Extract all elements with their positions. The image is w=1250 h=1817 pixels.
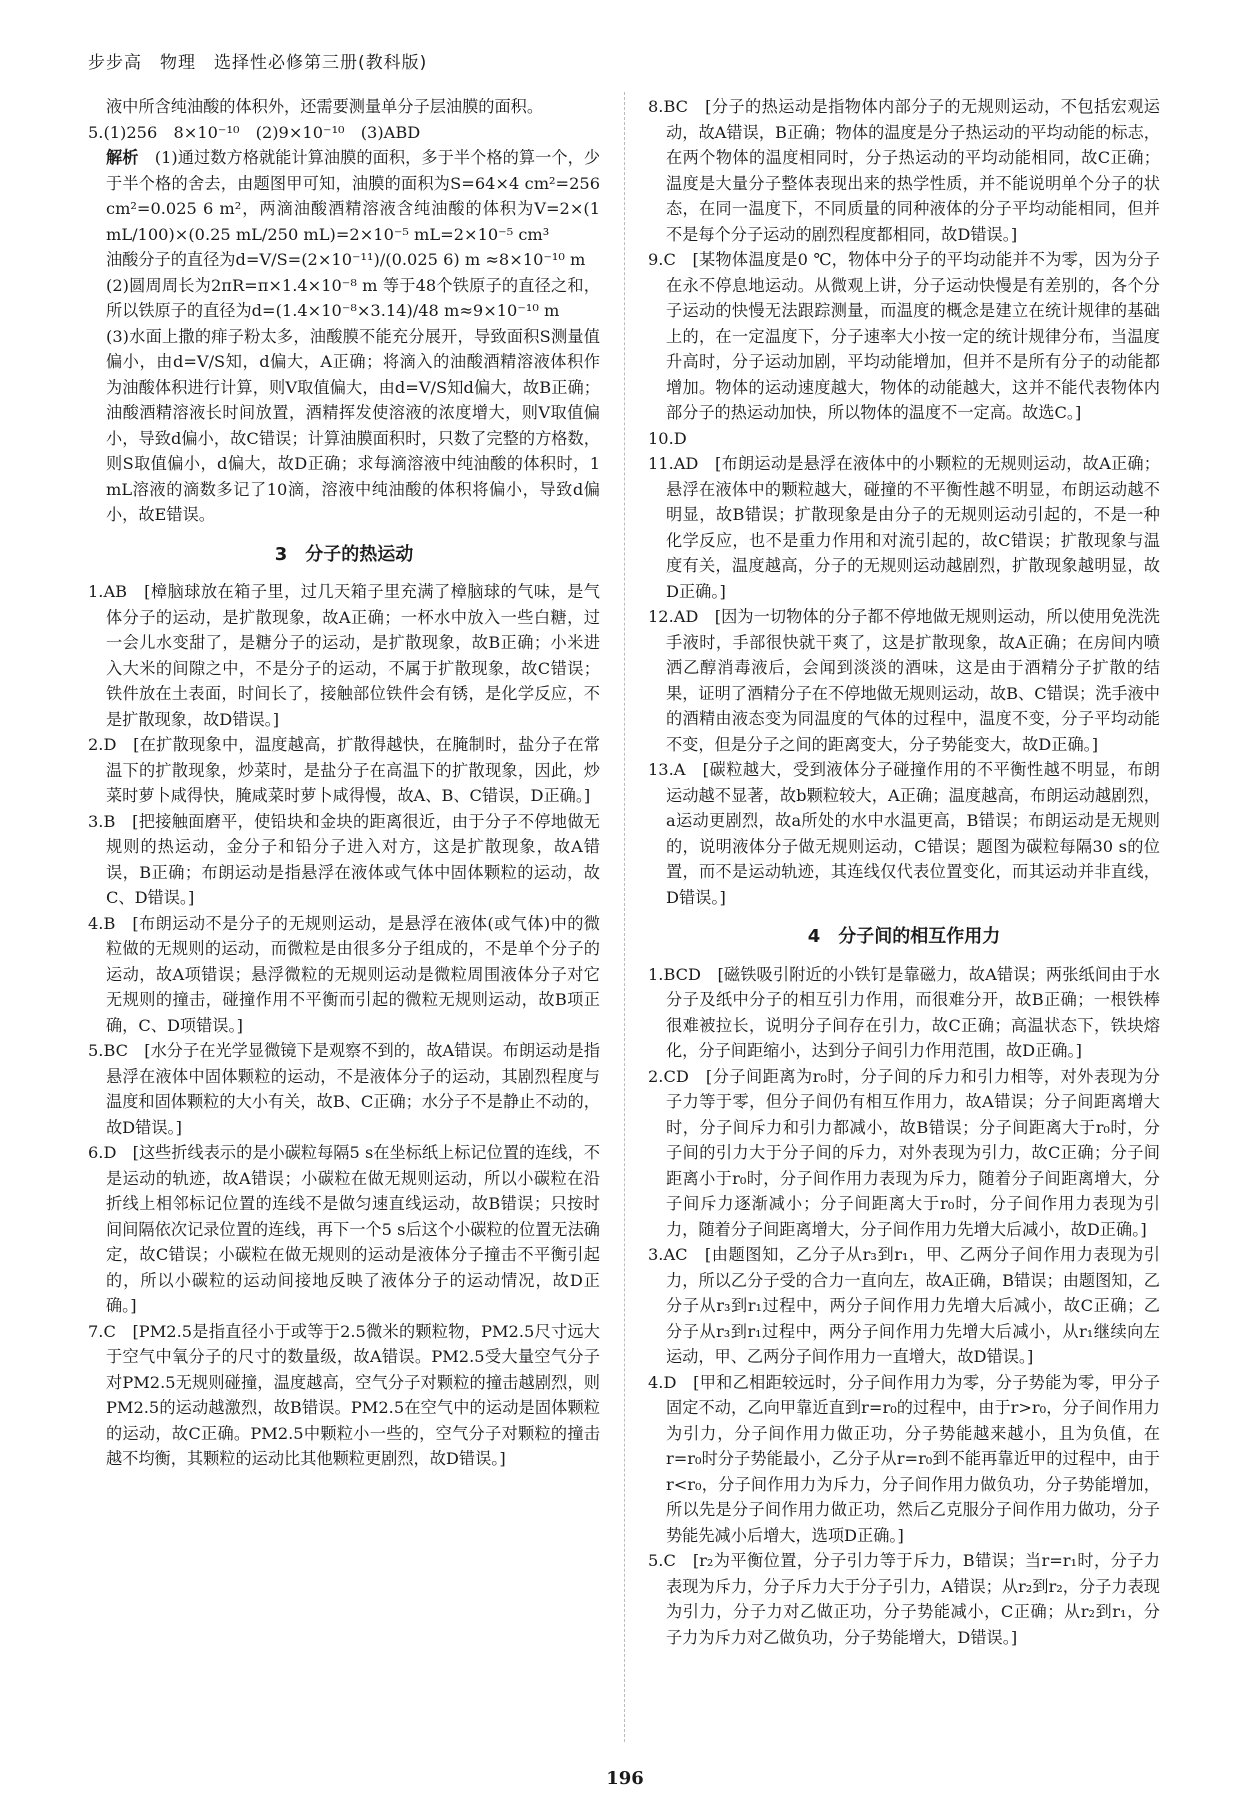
- s3-answer-10: 10.D: [648, 428, 687, 448]
- section-title-4: 4 分子间的相互作用力: [807, 926, 1001, 947]
- s3-answer-5: 5.BC [水分子在光学显微镜下是观察不到的，故A错误。布朗运动是指悬浮在液体中固体颗粒的运动，不是液体分子的运动，其剧烈程度与温度和固体颗粒的大小有关，故B、C正确；水分子不是静止不动的，故D错误。]: [88, 1041, 600, 1137]
- s3-answer-11: 11.AD [布朗运动是悬浮在液体中的小颗粒的无规则运动，故A正确；悬浮在液体中的颗粒越大，碰撞的不平衡性越不明显，布朗运动越不明显，故B错误；扩散现象是由分子的无规则运动引起的，不是一种化学反应，也不是重力作用和对流引起的，故C错误；扩散现象与温度有关，温度越高，分子的无规则运动越剧烈，扩散现象越明显，故D正确。]: [648, 454, 1160, 601]
- s4-answer-3: 3.AC [由题图知，乙分子从r₃到r₁，甲、乙两分子间作用力表现为引力，所以乙分子受的合力一直向左，故A正确，B错误；由题图知，乙分子从r₃到r₁过程中，两分子间作用力先增大后减小，故C正确；乙分子从r₃到r₁过程中，两分子间作用力先增大后减小，从r₁继续向左运动，甲、乙两分子间作用力一直增大，故D错误。]: [648, 1245, 1160, 1366]
- answer-5-heading: 5.(1)256 8×10⁻¹⁰ (2)9×10⁻¹⁰ (3)ABD: [88, 122, 421, 142]
- answer-5-explanation-a: [88, 145, 600, 247]
- page-number: 196: [606, 1768, 644, 1789]
- answer-5-text-a: (1)通过数方格就能计算油膜的面积，多于半个格的算一个，少于半个格的舍去，由题图甲可知，油膜的面积为S=64×4 cm²=256 cm²=0.025 6 m²，两滴油酸酒精溶液含纯油酸的体积为V=2×(1 mL/100)×(0.25 mL/250 mL)=2×10⁻⁵ mL=2×10⁻⁵ cm³: [106, 148, 601, 244]
- right-column: [648, 94, 1160, 1650]
- s4-answer-1: 1.BCD [磁铁吸引附近的小铁钉是靠磁力，故A错误；两张纸间由于水分子及纸中分子的相互引力作用，而很难分开，故B正确；一根铁棒很难被拉长，说明分子间存在引力，故C正确；高温状态下，铁块熔化，分子间距缩小，达到分子间引力作用范围，故D正确。]: [648, 964, 1160, 1060]
- s3-answer-2: 2.D [在扩散现象中，温度越高，扩散得越快，在腌制时，盐分子在常温下的扩散现象，炒菜时，是盐分子在高温下的扩散现象，因此，炒菜时萝卜咸得快，腌咸菜时萝卜咸得慢，故A、B、C错误，D正确。]: [88, 735, 600, 805]
- left-column: [88, 94, 600, 1472]
- s3-answer-1: 1.AB [樟脑球放在箱子里，过几天箱子里充满了樟脑球的气味，是气体分子的运动，是扩散现象，故A正确；一杯水中放入一些白糖，过一会儿水变甜了，是糖分子的运动，是扩散现象，故B正确；小米进入大米的间隙之中，不是分子的运动，不属于扩散现象，故C错误；铁件放在土表面，时间长了，接触部位铁件会有锈，是化学反应，不是扩散现象，故D错误。]: [88, 582, 600, 729]
- s4-answer-5: 5.C [r₂为平衡位置，分子引力等于斥力，B错误；当r=r₁时，分子力表现为斥力，分子斥力大于分子引力，A错误；从r₂到r₂，分子力表现为引力，分子力对乙做正功，分子势能减小，C正确；从r₂到r₁，分子力为斥力对乙做负功，分子势能增大，D错误。]: [648, 1551, 1160, 1647]
- s4-answer-4: 4.D [甲和乙相距较远时，分子间作用力为零，分子势能为零，甲分子固定不动，乙向甲靠近直到r=r₀的过程中，由于r>r₀，分子间作用力为引力，分子间作用力做正功，分子势能越来越小，且为负值，在r=r₀时分子势能最小，乙分子从r=r₀到不能再靠近甲的过程中，由于r<r₀，分子间作用力为斥力，分子间作用力做负功，分子势能增加，所以先是分子间作用力做正功，然后乙克服分子间作用力做功，分子势能先减小后增大，选项D正确。]: [648, 1372, 1160, 1545]
- answer-5-explanation-d: (3)水面上撒的痱子粉太多，油酸膜不能充分展开，导致面积S测量值偏小，由d=V/S知，d偏大，A正确；将滴入的油酸酒精溶液体积作为油酸体积进行计算，则V取值偏大，由d=V/S知d偏大，故B正确；油酸酒精溶液长时间放置，酒精挥发使溶液的浓度增大，则V取值偏小，导致d偏小，故C错误；计算油膜面积时，只数了完整的方格数，则S取值偏小，d偏大，故D正确；求每滴溶液中纯油酸的体积时，1 mL溶液的滴数多记了10滴，溶液中纯油酸的体积将偏小，导致d偏小，故E错误。: [106, 326, 600, 524]
- s4-answer-2: 2.CD [分子间距离为r₀时，分子间的斥力和引力相等，对外表现为分子力等于零，但分子间仍有相互作用力，故A错误；分子间距离增大时，分子间斥力和引力都减小，故B错误；分子间距离大于r₀时，分子间的引力大于分子间的斥力，对外表现为引力，故C正确；分子间距离小于r₀时，分子间作用力表现为斥力，随着分子间距离增大，分子间斥力逐渐减小；分子间距离大于r₀时，分子间作用力表现为引力，随着分子间距离增大，分子间作用力先增大后减小，故D正确。]: [648, 1066, 1160, 1239]
- s3-answer-8: 8.BC [分子的热运动是指物体内部分子的无规则运动，不包括宏观运动，故A错误，B正确；物体的温度是分子热运动的平均动能的标志，在两个物体的温度相同时，分子热运动的平均动能相同，故C正确；温度是大量分子整体表现出来的热学性质，并不能说明单个分子的状态，在同一温度下，不同质量的同种液体的分子平均动能相同，但并不是每个分子运动的剧烈程度都相同，故D错误。]: [648, 97, 1160, 244]
- s3-answer-12: 12.AD [因为一切物体的分子都不停地做无规则运动，所以使用免洗洗手液时，手部很快就干爽了，这是扩散现象，故A正确；在房间内喷洒乙醇消毒液后，会闻到淡淡的酒味，这是由于酒精分子扩散的结果，证明了酒精分子在不停地做无规则运动，故B、C错误；洗手液中的酒精由液态变为同温度的气体的过程中，温度不变，分子平均动能不变，但是分子之间的距离变大，分子势能变大，故D正确。]: [648, 607, 1160, 754]
- s3-answer-6: 6.D [这些折线表示的是小碳粒每隔5 s在坐标纸上标记位置的连线，不是运动的轨迹，故A错误；小碳粒在做无规则运动，所以小碳粒在沿折线上相邻标记位置的连线不是做匀速直线运动，故B错误；只按时间间隔依次记录位置的连线，再下一个5 s后这个小碳粒的位置无法确定，故C错误；小碳粒在做无规则的运动是液体分子撞击不平衡引起的，所以小碳粒的运动间接地反映了液体分子的运动情况，故D正确。]: [88, 1143, 600, 1315]
- s3-answer-13: 13.A [碳粒越大，受到液体分子碰撞作用的不平衡性越不明显，布朗运动越不显著，故b颗粒较大，A正确；温度越高，布朗运动越剧烈，a运动更剧烈，故a所处的水中水温更高，B错误；布朗运动是无规则的，说明液体分子做无规则运动，C错误；题图为碳粒每隔30 s的位置，而不是运动轨迹，其连线仅代表位置变化，而其运动并非直线，D错误。]: [648, 760, 1160, 907]
- answer-5-explanation-b: 油酸分子的直径为d=V/S=(2×10⁻¹¹)/(0.025 6) m ≈8×10⁻¹⁰ m: [106, 250, 586, 269]
- explanation-label: 解析: [106, 148, 139, 167]
- s3-answer-7: 7.C [PM2.5是指直径小于或等于2.5微米的颗粒物，PM2.5尺寸远大于空气中氧分子的尺寸的数量级，故A错误。PM2.5受大量空气分子对PM2.5无规则碰撞，温度越高，空气分子对颗粒的撞击越剧烈，则PM2.5的运动越激烈，故B错误。PM2.5在空气中的运动是固体颗粒的运动，故C正确。PM2.5中颗粒小一些的，空气分子对颗粒的撞击越不均衡，其颗粒的运动比其他颗粒更剧烈，故D错误。]: [88, 1321, 600, 1468]
- paragraph-continued: 液中所含纯油酸的体积外，还需要测量单分子层油膜的面积。: [106, 97, 544, 116]
- section-title-3: 3 分子的热运动: [274, 543, 414, 565]
- column-divider: [624, 92, 625, 1742]
- answer-5-explanation-c: (2)圆周周长为2πR=π×1.4×10⁻⁸ m 等于48个铁原子的直径之和，所以铁原子的直径为d=(1.4×10⁻⁸×3.14)/48 m≈9×10⁻¹⁰ m: [106, 275, 600, 320]
- s3-answer-9: 9.C [某物体温度是0 ℃，物体中分子的平均动能并不为零，因为分子在永不停息地运动。从微观上讲，分子运动快慢是有差别的，各个分子运动的快慢无法跟踪测量，而温度的概念是建立在统计规律的基础上的，在一定温度下，分子速率大小按一定的统计规律分布，当温度升高时，分子运动加剧，平均动能增加，但并不是所有分子的动能都增加。物体的运动速度越大，物体的动能越大，这并不能代表物体内部分子的热运动加快，所以物体的温度不一定高。故选C。]: [648, 250, 1160, 422]
- running-header: 步步高 物理 选择性必修第三册(教科版): [88, 53, 428, 73]
- s3-answer-3: 3.B [把接触面磨平，使铅块和金块的距离很近，由于分子不停地做无规则的热运动，金分子和铅分子进入对方，这是扩散现象，故A错误，B正确；布朗运动是指悬浮在液体或气体中固体颗粒的运动，故C、D错误。]: [88, 811, 600, 907]
- s3-answer-4: 4.B [布朗运动不是分子的无规则运动，是悬浮在液体(或气体)中的微粒做的无规则的运动，而微粒是由很多分子组成的，不是单个分子的运动，故A项错误；悬浮微粒的无规则运动是微粒周围液体分子对它无规则的撞击，碰撞作用不平衡而引起的微粒无规则运动，故B项正确，C、D项错误。]: [88, 913, 600, 1035]
